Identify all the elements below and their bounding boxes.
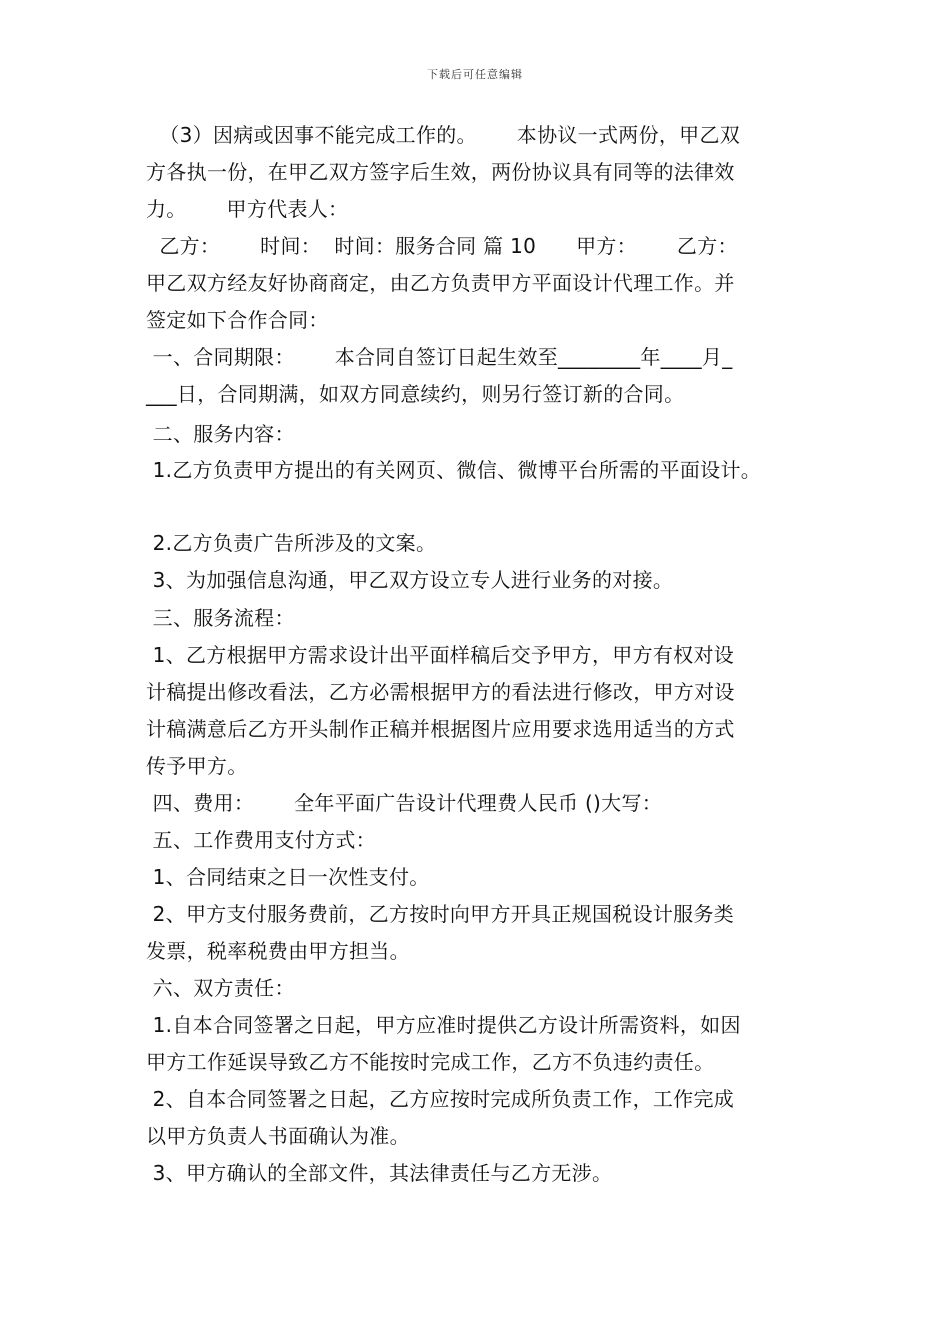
section-heading: 四、费用： 全年平面广告设计代理费人民币 ()大写：: [146, 791, 663, 815]
section-heading: 三、服务流程：: [146, 606, 295, 630]
text-line: 2、自本合同签署之日起，乙方应按时完成所负责工作，工作完成: [146, 1087, 735, 1111]
text-line: 计稿满意后乙方开头制作正稿并根据图片应用要求选用适当的方式: [146, 717, 735, 741]
text-line: 一、合同期限： 本合同自签订日起生效至________年____月_: [146, 345, 733, 369]
text-line: 1.自本合同签署之日起，甲方应准时提供乙方设计所需资料，如因: [146, 1013, 741, 1037]
text-line: 发票，税率税费由甲方担当。: [146, 939, 410, 963]
text-line: 2、甲方支付服务费前，乙方按时向甲方开具正规国税设计服务类: [146, 902, 735, 926]
text-line: 3、甲方确认的全部文件，其法律责任与乙方无涉。: [146, 1161, 613, 1185]
text-line: 1.乙方负责甲方提出的有关网页、微信、微博平台所需的平面设计。: [146, 458, 762, 482]
text-line: 以甲方负责人书面确认为准。: [146, 1124, 410, 1148]
text-line: 1、乙方根据甲方需求设计出平面样稿后交予甲方，甲方有权对设: [146, 643, 735, 667]
section-heading: 五、工作费用支付方式：: [146, 828, 376, 852]
text-line: 甲方工作延误导致乙方不能按时完成工作，乙方不负违约责任。: [146, 1050, 715, 1074]
text-line: 传予甲方。: [146, 754, 248, 778]
text-line: 乙方： 时间： 时间：服务合同 篇 10 甲方： 乙方：: [146, 234, 738, 258]
text-line: 签定如下合作合同：: [146, 308, 329, 332]
text-line: ___日，合同期满，如双方同意续约，则另行签订新的合同。: [146, 382, 685, 406]
text-line: （3）因病或因事不能完成工作的。 本协议一式两份，甲乙双: [146, 123, 741, 147]
text-line: 3、为加强信息沟通，甲乙双方设立专人进行业务的对接。: [146, 568, 674, 592]
section-heading: 六、双方责任：: [146, 976, 295, 1000]
text-line: 2.乙方负责广告所涉及的文案。: [146, 531, 437, 555]
page-header: 下载后可任意编辑: [427, 68, 523, 81]
section-heading: 二、服务内容：: [146, 422, 295, 446]
text-line: 力。 甲方代表人：: [146, 197, 349, 221]
text-line: 甲乙双方经友好协商商定，由乙方负责甲方平面设计代理工作。并: [146, 271, 735, 295]
text-line: 计稿提出修改看法，乙方必需根据甲方的看法进行修改，甲方对设: [146, 680, 735, 704]
text-line: 方各执一份，在甲乙双方签字后生效，两份协议具有同等的法律效: [146, 160, 735, 184]
text-line: 1、合同结束之日一次性支付。: [146, 865, 430, 889]
